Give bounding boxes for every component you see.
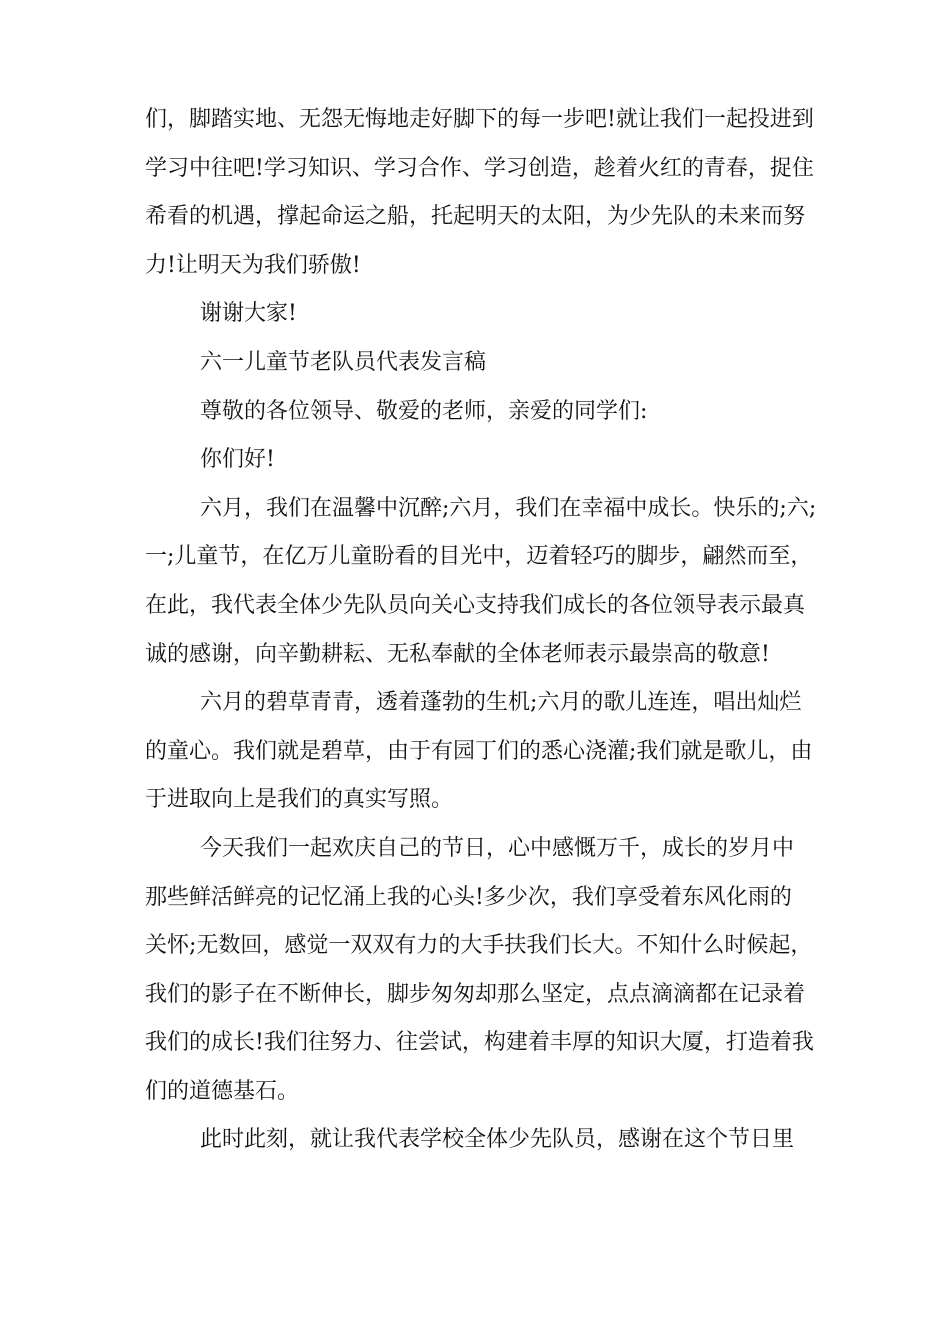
greeting: 你们好! xyxy=(200,447,275,473)
text-line: 诚的感谢，向辛勤耕耘、无私奉献的全体老师表示最崇高的敬意! xyxy=(145,641,770,667)
speech-title: 六一儿童节老队员代表发言稿 xyxy=(200,349,487,375)
text-line: 一;儿童节，在亿万儿童盼看的目光中，迈着轻巧的脚步，翩然而至， xyxy=(145,544,813,570)
text-line: 的童心。我们就是碧草，由于有园丁们的悉心浇灌;我们就是歌儿，由 xyxy=(145,738,813,764)
text-line: 我们的影子在不断伸长，脚步匆匆却那么坚定，点点滴滴都在记录着 xyxy=(145,981,806,1007)
text-line: 那些鲜活鲜亮的记忆涌上我的心头!多少次，我们享受着东风化雨的 xyxy=(145,884,792,910)
text-line: 力!让明天为我们骄傲! xyxy=(145,252,361,278)
text-line: 们的道德基石。 xyxy=(145,1078,300,1104)
text-line: 六月的碧草青青，透着蓬勃的生机;六月的歌儿连连，唱出灿烂 xyxy=(200,690,802,716)
text-line: 在此，我代表全体少先队员向关心支持我们成长的各位领导表示最真 xyxy=(145,592,806,618)
text-line: 希看的机遇，撑起命运之船，托起明天的太阳，为少先队的未来而努 xyxy=(145,204,806,230)
text-line: 关怀;无数回，感觉一双双有力的大手扶我们长大。不知什么时候起， xyxy=(145,933,813,959)
closing-thanks: 谢谢大家! xyxy=(200,301,297,327)
text-line: 学习中往吧!学习知识、学习合作、学习创造，趁着火红的青春，捉住 xyxy=(145,155,814,181)
text-line: 此时此刻，就让我代表学校全体少先队员，感谢在这个节日里 xyxy=(200,1127,795,1153)
document-body xyxy=(145,96,817,1165)
salutation: 尊敬的各位领导、敬爱的老师，亲爱的同学们: xyxy=(200,398,648,424)
text-line: 于进取向上是我们的真实写照。 xyxy=(145,787,454,813)
text-line: 六月，我们在温馨中沉醉;六月，我们在幸福中成长。快乐的;六; xyxy=(200,495,817,521)
text-line: 今天我们一起欢庆自己的节日，心中感慨万千，成长的岁月中 xyxy=(200,835,795,861)
text-line: 我们的成长!我们往努力、往尝试，构建着丰厚的知识大厦，打造着我 xyxy=(145,1030,814,1056)
text-line: 们，脚踏实地、无怨无悔地走好脚下的每一步吧!就让我们一起投进到 xyxy=(145,107,814,132)
